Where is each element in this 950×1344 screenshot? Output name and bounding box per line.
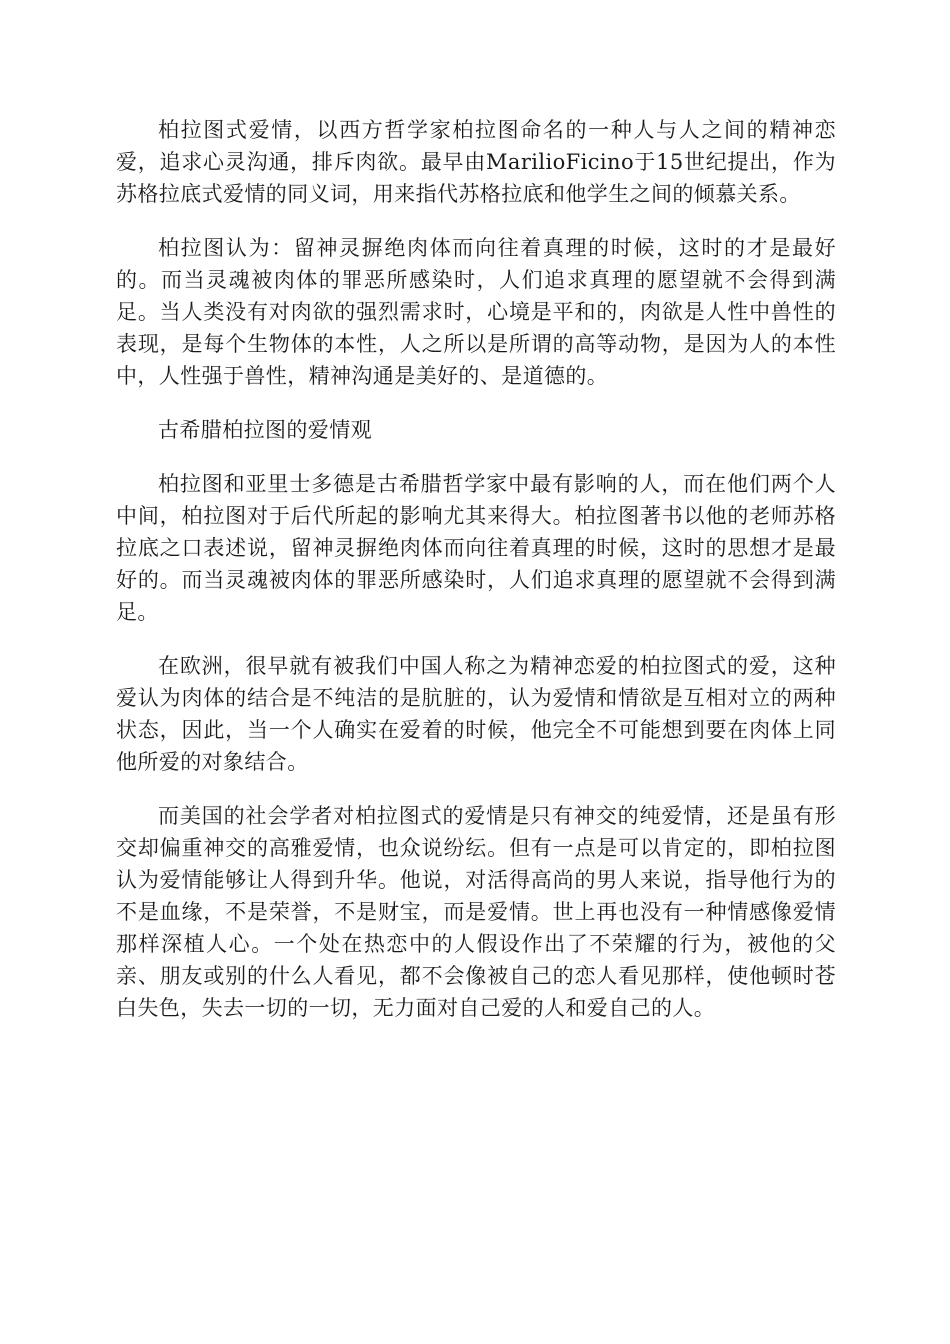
paragraph-europe: 在欧洲，很早就有被我们中国人称之为精神恋爱的柏拉图式的爱，这种爱认为肉体的结合是不纯洁的是肮脏的，认为爱情和情欲是互相对立的两种状态，因此，当一个人确实在爱着的时候，他完全不可能想到要在肉体上同他所爱的对象结合。 (116, 654, 836, 774)
document-body (116, 114, 836, 1024)
section-heading: 古希腊柏拉图的爱情观 (158, 418, 372, 442)
paragraph-american-sociologists: 而美国的社会学者对柏拉图式的爱情是只有神交的纯爱情，还是虽有形交却偏重神交的高雅爱情，也众说纷纭。但有一点是可以肯定的，即柏拉图认为爱情能够让人得到升华。他说，对活得高尚的男人来说，指导他行为的不是血缘，不是荣誉，不是财宝，而是爱情。世上再也没有一种情感像爱情那样深植人心。一个处在热恋中的人假设作出了不荣耀的行为，被他的父亲、朋友或别的什么人看见，都不会像被自己的恋人看见那样，使他顿时苍白失色，失去一切的一切，无力面对自己爱的人和爱自己的人。 (116, 804, 836, 1020)
paragraph-plato-aristotle: 柏拉图和亚里士多德是古希腊哲学家中最有影响的人，而在他们两个人中间，柏拉图对于后代所起的影响尤其来得大。柏拉图著书以他的老师苏格拉底之口表述说，留神灵摒绝肉体而向往着真理的时候，这时的思想才是最好的。而当灵魂被肉体的罪恶所感染时，人们追求真理的愿望就不会得到满足。 (116, 472, 836, 624)
paragraph-plato-view: 柏拉图认为：留神灵摒绝肉体而向往着真理的时候，这时的才是最好的。而当灵魂被肉体的罪恶所感染时，人们追求真理的愿望就不会得到满足。当人类没有对肉欲的强烈需求时，心境是平和的，肉欲是人性中兽性的表现，是每个生物体的本性，人之所以是所谓的高等动物，是因为人的本性中，人性强于兽性，精神沟通是美好的、是道德的。 (116, 236, 836, 388)
paragraph-platonic-love-definition: 柏拉图式爱情，以西方哲学家柏拉图命名的一种人与人之间的精神恋爱，追求心灵沟通，排斥肉欲。最早由MarilioFicino于15世纪提出，作为苏格拉底式爱情的同义词，用来指代苏格拉底和他学生之间的倾慕关系。 (116, 118, 836, 206)
